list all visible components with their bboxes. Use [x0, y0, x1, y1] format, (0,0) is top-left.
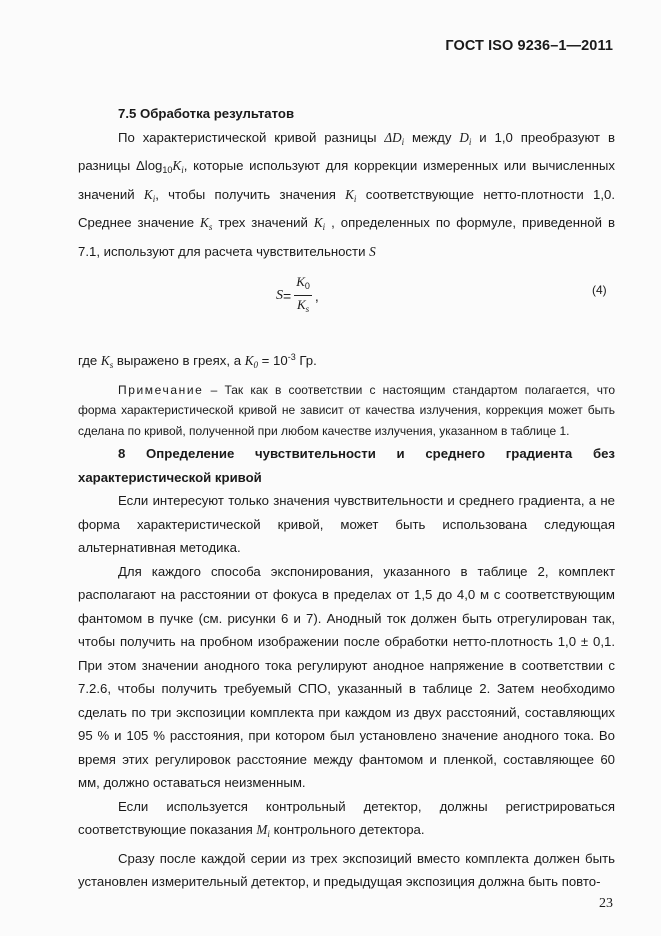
k-symbol: K [143, 186, 153, 202]
subscript: s [109, 360, 114, 370]
subscript: i [353, 193, 357, 204]
text-run: = 10 [258, 353, 288, 368]
formula-fraction [294, 274, 312, 317]
text-run: Если используется контрольный детектор, должны регистрироваться соответствующие показания [78, 798, 615, 837]
superscript: -3 [287, 352, 296, 362]
text-run: контрольного детектора. [269, 822, 425, 837]
k-symbol: K [200, 215, 209, 230]
text-run: трех значений [212, 215, 314, 230]
k-symbol: K [172, 158, 182, 173]
standard-header: ГОСТ ISO 9236–1—2011 [445, 38, 613, 54]
subscript: 0 [253, 360, 258, 370]
section-7-5 [78, 102, 615, 263]
subscript: s [208, 222, 213, 232]
text-run: , которые используют для коррекции измеренных или вычисленных значений [78, 158, 615, 202]
text-run: и 1,0 преобразуют в разницы Δlog [78, 129, 615, 173]
subscript: i [322, 222, 326, 232]
k-symbol: K [244, 353, 254, 368]
subscript: i [152, 193, 156, 204]
text-run: где [78, 353, 101, 368]
subscript: i [401, 136, 405, 147]
text-run: Гр. [295, 353, 317, 368]
subscript: i [181, 165, 184, 175]
k-symbol: K [313, 215, 323, 230]
formula-lhs: S [276, 287, 283, 303]
section-8-heading: 8 Определение чувствительности и среднего градиента без характеристической кривой [78, 446, 615, 485]
formula-4 [276, 274, 319, 317]
text-run: соответствующие нетто-плотности 1,0. Среднее значение [78, 186, 615, 230]
k-symbol: K [345, 186, 354, 202]
section-8-paragraph-1: Если интересуют только значения чувствительности и среднего градиента, а не форма характеристической кривой, может быть использована следующая альтернативная методика. [78, 493, 615, 555]
note-text: – Так как в соответствии с настоящим стандартом полагается, что форма характеристической кривой не зависит от качества излучения, коррекция может быть сделана по кривой, полученной при любом качестве излучения, указанном в таблице 1. [78, 382, 615, 438]
d-symbol: D [459, 129, 469, 145]
delta-d-symbol: ΔD [384, 129, 402, 145]
section-7-5-heading: 7.5 Обработка результатов [118, 106, 295, 121]
text-run: , чтобы получить значения [155, 186, 346, 202]
numerator-sub: 0 [304, 281, 310, 291]
denominator-sub: s [305, 304, 310, 314]
fraction-denominator [295, 296, 311, 317]
text-run: между [404, 129, 460, 145]
subscript: i [468, 136, 472, 147]
text-run: выражено в греях, а [113, 353, 245, 368]
formula-equals: = [283, 287, 292, 304]
note-paragraph [78, 380, 615, 442]
body-continued [78, 346, 615, 894]
m-symbol: M [256, 822, 268, 837]
denominator-k: K [296, 297, 306, 312]
text-run: , определенных по формуле, приведенной в 7.1, используют для расчета чувствительности [78, 215, 615, 259]
section-8-paragraph-3 [78, 795, 615, 847]
numerator-k: K [296, 274, 305, 289]
s-symbol: S [369, 243, 376, 259]
subscript: 10 [162, 165, 173, 175]
text-run: По характеристической кривой разницы [118, 129, 385, 145]
fraction-numerator [294, 274, 312, 296]
page-number: 23 [599, 896, 613, 911]
note-label: Примечание [118, 382, 204, 397]
where-line [78, 346, 615, 378]
formula-comma: , [314, 287, 319, 304]
section-8-paragraph-2: Для каждого способа экспонирования, указанного в таблице 2, комплект располагают на расстоянии от фокуса в пределах от 1,5 до 4,0 м с соответствующим фантомом в пучке (см. рисунки 6 и 7). Анодный ток должен быть отрегулирован так, чтобы получить на пробном изображении после обработки нетто-плотность 1,0 ± 0,1. При этом значении анодного тока регулируют анодное напряжение в соответствии с 7.2.6, чтобы получить требуемый СПО, указанный в таблице 2. Затем необходимо сделать по три экспозиции комплекта при каждом из двух расстояний, составляющих 95 % и 105 % расстояния, при котором был установлено значение анодного тока. Во время этих регулировок расстояние между фантомом и пленкой, составляющее 60 мм, должно оставаться неизменным. [78, 563, 615, 790]
equation-number: (4) [592, 283, 607, 297]
subscript: i [267, 829, 270, 839]
k-symbol: K [100, 353, 110, 368]
section-7-5-paragraph [78, 126, 615, 264]
section-8-paragraph-4: Сразу после каждой серии из трех экспозиций вместо комплекта должен быть установлен измерительный детектор, и предыдущая экспозиция должна быть повто- [78, 850, 615, 889]
